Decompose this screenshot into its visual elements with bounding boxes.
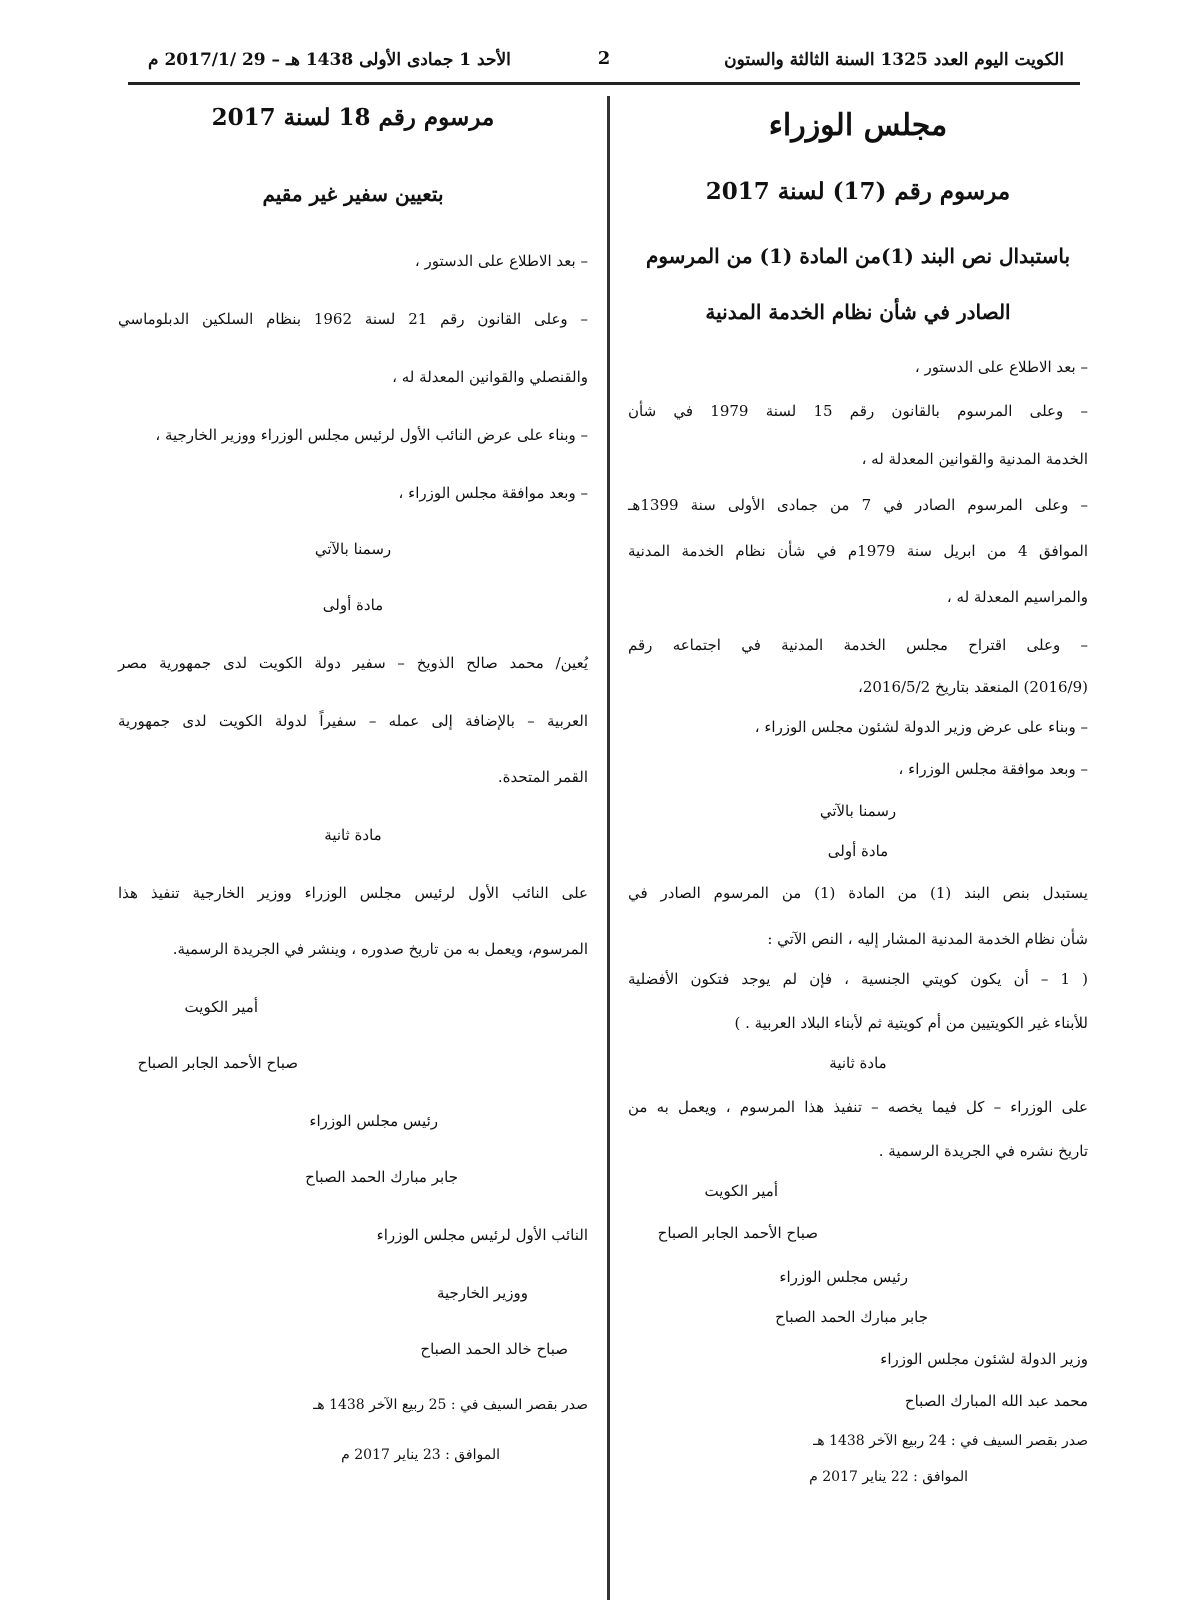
- preamble-line: والقنصلي والقوانين المعدلة له ،: [392, 368, 588, 386]
- article-text-line: على الوزراء – كل فيما يخصه – تنفيذ هذا المرسوم ، ويعمل به من: [628, 1098, 1088, 1116]
- signatory-title: النائب الأول لرئيس مجلس الوزراء: [376, 1226, 588, 1244]
- section-title: مجلس الوزراء: [768, 108, 948, 143]
- signatory-name: جابر مبارك الحمد الصباح: [305, 1168, 458, 1186]
- article-text-line: المرسوم، ويعمل به من تاريخ صدوره ، وينشر في الجريدة الرسمية.: [172, 940, 588, 958]
- header-page-number: 2: [597, 48, 611, 69]
- preamble-line: – وعلى القانون رقم 21 لسنة 1962 بنظام السلكين الدبلوماسي: [118, 310, 588, 328]
- preamble-line: – وعلى اقتراح مجلس الخدمة المدنية في اجتماعه رقم: [628, 636, 1088, 654]
- signatory-title: وزير الدولة لشئون مجلس الوزراء: [880, 1350, 1088, 1368]
- signatory-title: رئيس مجلس الوزراء: [779, 1268, 908, 1286]
- signatory-name: صباح خالد الحمد الصباح: [420, 1340, 568, 1358]
- decree-17-subject-line2: الصادر في شأن نظام الخدمة المدنية: [705, 300, 1011, 324]
- preamble-line: الموافق 4 من ابريل سنة 1979م في شأن نظام الخدمة المدنية: [628, 542, 1088, 560]
- article-text-line: القمر المتحدة.: [497, 768, 588, 786]
- preamble-line: الخدمة المدنية والقوانين المعدلة له ،: [861, 450, 1088, 468]
- decree-17-title: مرسوم رقم (17) لسنة 2017: [705, 178, 1011, 205]
- signatory-title: ووزير الخارجية: [436, 1284, 528, 1302]
- page-header: [128, 44, 1080, 78]
- preamble-line: والمراسيم المعدلة له ،: [946, 588, 1088, 606]
- article-heading: مادة ثانية: [324, 826, 382, 844]
- signatory-name: محمد عبد الله المبارك الصباح: [904, 1392, 1088, 1410]
- preamble-line: – بعد الاطلاع على الدستور ،: [914, 358, 1088, 376]
- article-text-line: العربية – بالإضافة إلى عمله – سفيراً لدولة الكويت لدى جمهورية: [118, 712, 588, 730]
- preamble-line: (2016/9) المنعقد بتاريخ 2016/5/2،: [857, 678, 1088, 696]
- article-text-line: على النائب الأول لرئيس مجلس الوزراء ووزير الخارجية تنفيذ هذا: [118, 884, 588, 902]
- header-rule: [128, 82, 1080, 85]
- article-text-line: يُعين/ محمد صالح الذويخ – سفير دولة الكويت لدى جمهورية مصر: [118, 654, 588, 672]
- article-text-line: للأبناء غير الكويتيين من أم كويتية ثم لأبناء البلاد العربية . ): [734, 1014, 1088, 1032]
- preamble-line: – وعلى المرسوم بالقانون رقم 15 لسنة 1979 في شأن: [628, 402, 1088, 420]
- decree-formula: رسمنا بالآتي: [819, 802, 897, 820]
- preamble-line: – وبعد موافقة مجلس الوزراء ،: [898, 760, 1088, 778]
- header-date: الأحد 1 جمادى الأولى 1438 هـ – 29 /2017/1 م: [148, 50, 511, 70]
- decree-18-subject: بتعيين سفير غير مقيم: [262, 182, 444, 206]
- signatory-title: أمير الكويت: [184, 998, 258, 1016]
- column-divider: [607, 96, 610, 1600]
- decree-17-subject-line1: باستبدال نص البند (1)من المادة (1) من المرسوم: [645, 244, 1071, 268]
- issue-gregorian-date: الموافق : 22 يناير 2017 م: [809, 1469, 968, 1485]
- decree-formula: رسمنا بالآتي: [314, 540, 392, 558]
- signatory-title: أمير الكويت: [704, 1182, 778, 1200]
- issue-place-date: صدر بقصر السيف في : 24 ربيع الآخر 1438 هـ: [813, 1433, 1088, 1449]
- signatory-name: صباح الأحمد الجابر الصباح: [137, 1054, 298, 1072]
- preamble-line: – وبناء على عرض النائب الأول لرئيس مجلس الوزراء ووزير الخارجية ،: [155, 426, 588, 444]
- header-issue-info: الكويت اليوم العدد 1325 السنة الثالثة والستون: [724, 50, 1064, 70]
- issue-place-date: صدر بقصر السيف في : 25 ربيع الآخر 1438 هـ: [313, 1397, 588, 1413]
- preamble-line: – وبناء على عرض وزير الدولة لشئون مجلس الوزراء ،: [754, 718, 1088, 736]
- issue-gregorian-date: الموافق : 23 يناير 2017 م: [341, 1447, 500, 1463]
- article-heading: مادة أولى: [322, 596, 384, 614]
- preamble-line: – وعلى المرسوم الصادر في 7 من جمادى الأولى سنة 1399هـ: [628, 496, 1088, 514]
- preamble-line: – بعد الاطلاع على الدستور ،: [414, 252, 588, 270]
- article-text-line: تاريخ نشره في الجريدة الرسمية .: [878, 1142, 1088, 1160]
- signatory-name: صباح الأحمد الجابر الصباح: [657, 1224, 818, 1242]
- preamble-line: – وبعد موافقة مجلس الوزراء ،: [398, 484, 588, 502]
- decree-18-title: مرسوم رقم 18 لسنة 2017: [211, 104, 495, 131]
- article-text-line: شأن نظام الخدمة المدنية المشار إليه ، النص الآتي :: [767, 930, 1088, 948]
- article-text-line: يستبدل بنص البند (1) من المادة (1) من المرسوم الصادر في: [628, 884, 1088, 902]
- article-text-line: ( 1 – أن يكون كويتي الجنسية ، فإن لم يوجد فتكون الأفضلية: [628, 970, 1088, 988]
- article-heading: مادة أولى: [827, 842, 889, 860]
- signatory-title: رئيس مجلس الوزراء: [309, 1112, 438, 1130]
- signatory-name: جابر مبارك الحمد الصباح: [775, 1308, 928, 1326]
- article-heading: مادة ثانية: [829, 1054, 887, 1072]
